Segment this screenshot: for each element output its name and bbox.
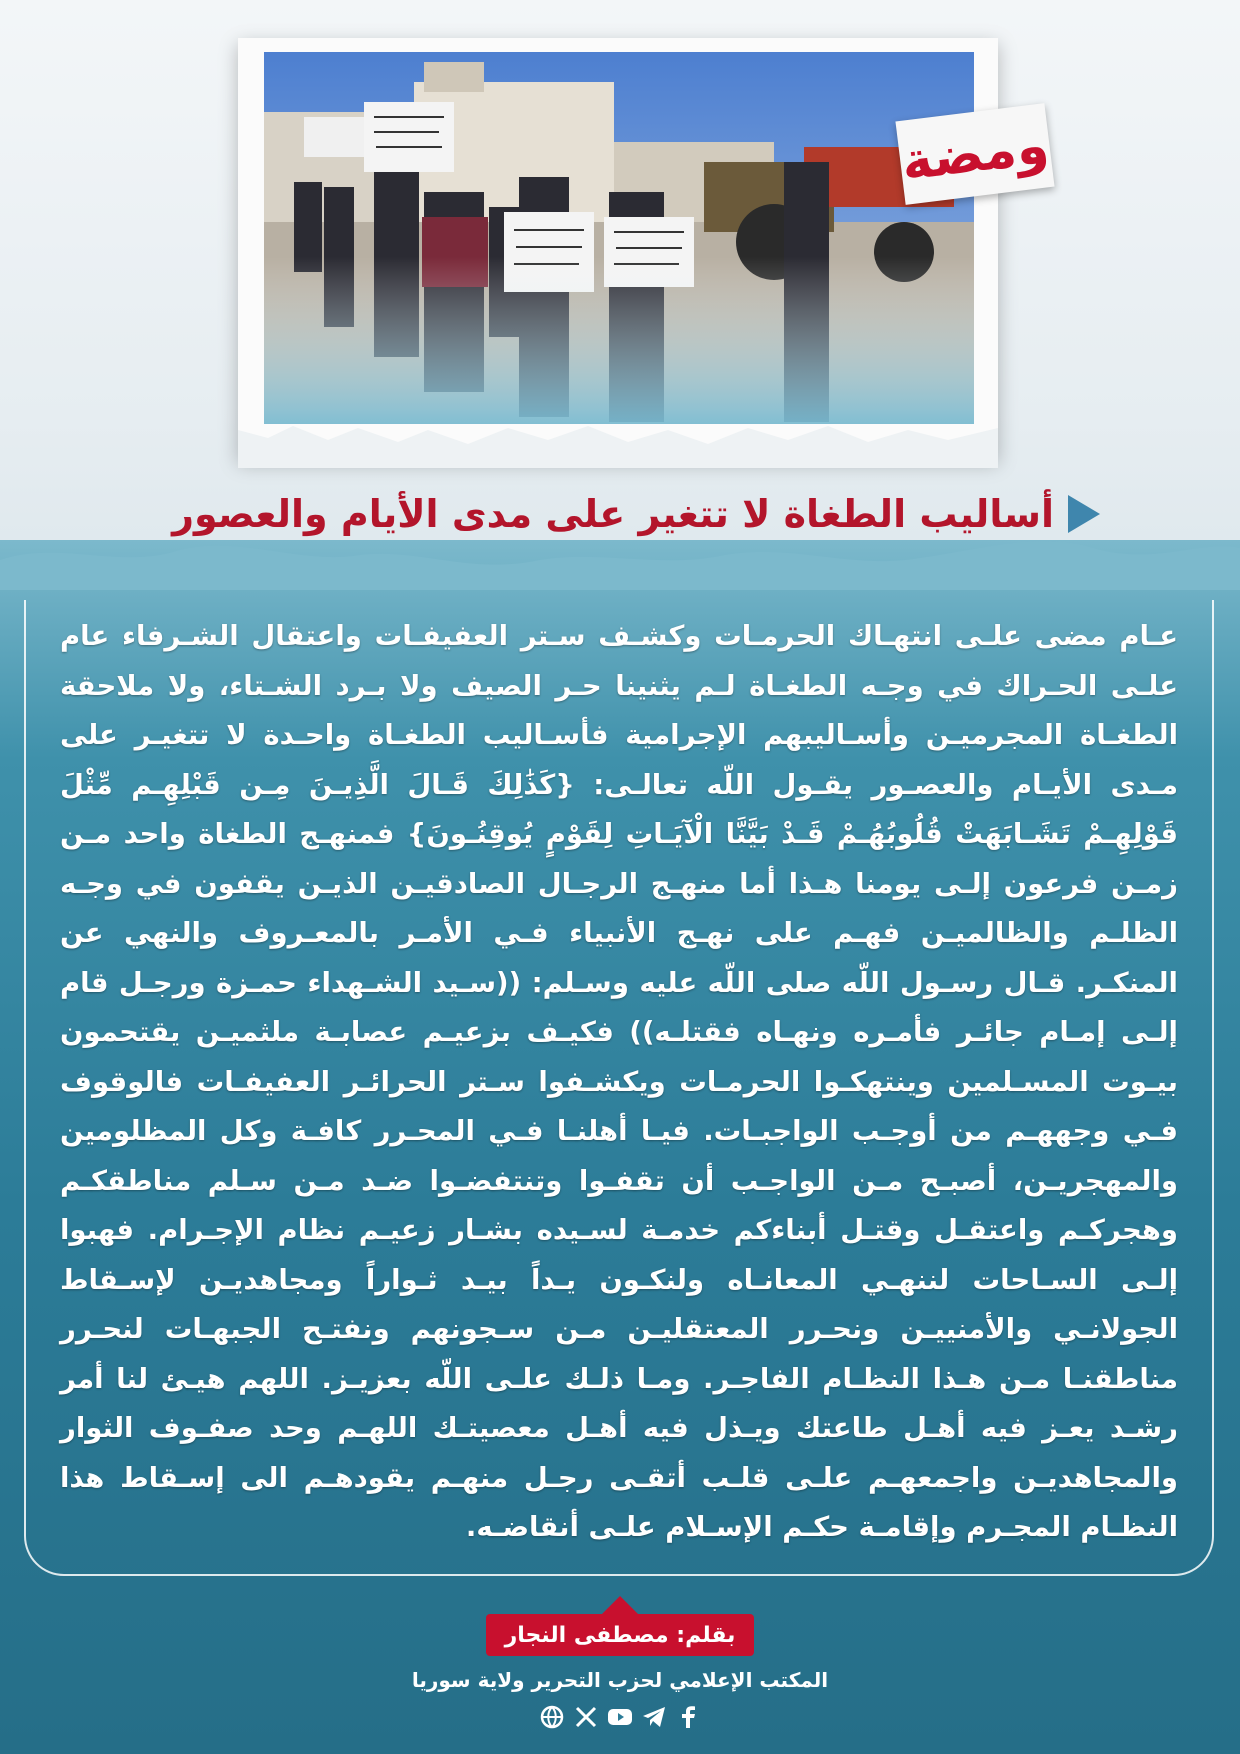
x-icon[interactable] xyxy=(573,1704,599,1730)
article-body: عـام مضى علـى انتهـاك الحرمـات وكشـف سـتر العفيفـات واعتقال الشـرفاء عام علـى الحـراك في وجـه الطغـاة لـم يثنينا حـر الصيف ولا بـرد الشـتاء، ولا ملاحقة الطغـاة المجرميـن وأسـاليبهم الإجرامية فأسـاليب الطغـاة واحـدة لا تتغيـر على مـدى الأيـام والعصـور يقـول اللّه تعالـى: {كَذَٰلِكَ قَـالَ الَّذِيـنَ مِـن قَبْلِهِـم مِّثْلَ قَوْلِهِـمْ تَشَـابَهَتْ قُلُوبُهُـمْ قَـدْ بَيَّنَّا الْآيَـاتِ لِقَوْمٍ يُوقِنُـونَ} فمنهـج الطغاة واحد مـن زمـن فرعون إلـى يومنا هـذا أما منهـج الرجـال الصادقيـن الذيـن يقفون في وجـه الظلـم والظالميـن فهـم على نهـج الأنبياء فـي الأمـر بالمعـروف والنهي عن المنكـر. قـال رسـول اللّه صلى اللّه عليه وسـلم: ((سـيد الشـهداء حمـزة ورجـل قام إلـى إمـام جائـر فأمـره ونهـاه فقتلـه)) فكيـف بزعيـم عصابـة ملثميـن يقتحمون بيـوت المسـلمين وينتهكـوا الحرمـات ويكشـفوا سـتر الحرائـر العفيفـات فالوقوف فـي وجههـم من أوجـب الواجبـات. فيـا أهلنـا فـي المحـرر كافـة وكل المظلومين والمهجريـن، أصبـح مـن الواجـب أن تقفـوا وتنتفضـوا ضـد مـن سـلم مناطقكـم وهجركـم واعتقـل وقتـل أبناءكم خدمـة لسـيده بشـار زعيـم نظام الإجـرام. فهبوا إلـى السـاحات لننهـي المعانـاه ولنكـون يـداً بيـد ثـواراً ومجاهديـن لإسـقاط الجولانـي والأمنييـن ونحـرر المعتقليـن مـن سـجونهم ونفتـح الجبهـات لنحـرر مناطقنـا مـن هـذا النظـام الفاجـر. ومـا ذلـك علـى اللّه بعزيـز. اللهم هيـئ لنا أمر رشـد يعـز فيه أهـل طاعتك ويـذل فيه أهـل معصيتـك اللهـم وحد صفـوف الثوار والمجاهديـن واجمعهـم علـى قلـب أتقـى رجـل منهـم يقودهـم الى إسـقاط هذا النظـام المجـرم وإقامـة حكـم الإسـلام علـى أنقاضـه. xyxy=(60,620,1178,1543)
media-office-label: المكتب الإعلامي لحزب التحرير ولاية سوريا xyxy=(411,1668,829,1692)
page-title: أساليب الطغاة لا تتغير على مدى الأيام والعصور xyxy=(172,492,1054,536)
title-arrow-icon xyxy=(1068,495,1100,533)
photo-torn-edge xyxy=(238,418,998,468)
facebook-icon[interactable] xyxy=(675,1704,701,1730)
social-icons xyxy=(540,1704,700,1738)
title-row xyxy=(170,484,1100,544)
web-icon[interactable] xyxy=(539,1704,565,1730)
author-ribbon xyxy=(486,1614,754,1656)
protest-photo xyxy=(264,52,974,424)
author-label: بقلم: مصطفى النجار xyxy=(504,1622,736,1648)
youtube-icon[interactable] xyxy=(607,1704,633,1730)
photo-card xyxy=(238,38,998,458)
telegram-icon[interactable] xyxy=(641,1704,667,1730)
flash-badge: ومضة xyxy=(895,103,1054,205)
